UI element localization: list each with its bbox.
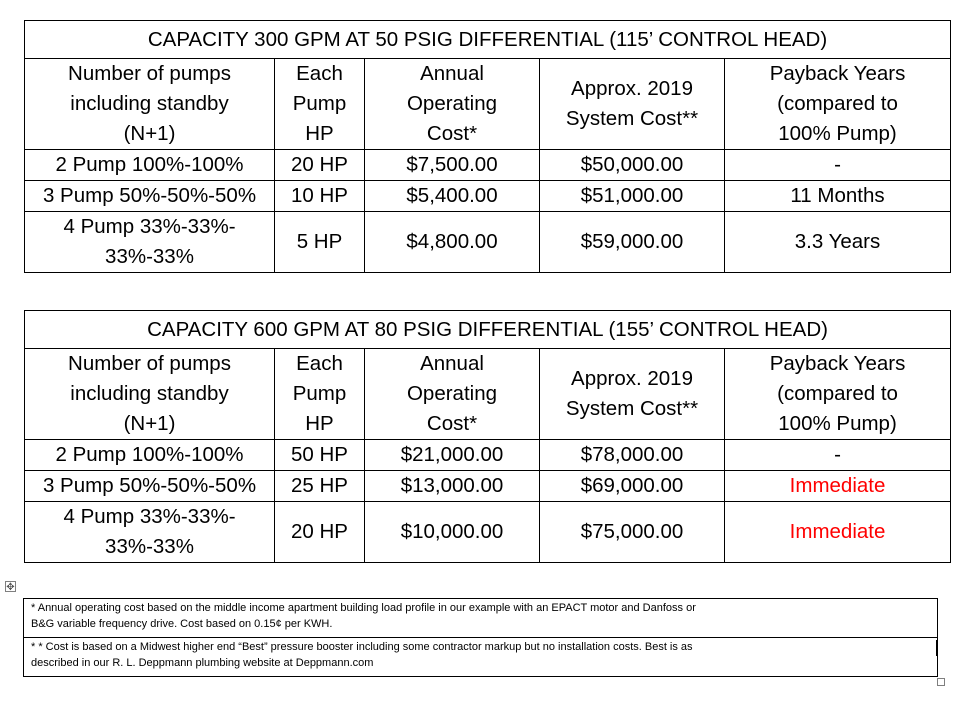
annual-cost-header	[365, 59, 540, 150]
cell-line: 100% Pump)	[778, 412, 897, 435]
payback-cell: -	[725, 440, 951, 471]
annual-cost-cell: $10,000.00	[365, 502, 540, 563]
payback-cell: Immediate	[725, 502, 951, 563]
pump-config-cell	[25, 150, 275, 181]
cell-line: Approx. 2019	[571, 367, 693, 390]
table-row	[25, 212, 951, 273]
cell-line: (compared to	[777, 92, 898, 115]
annual-cost-header	[365, 349, 540, 440]
annual-cost-cell: $13,000.00	[365, 471, 540, 502]
system-cost-cell: $59,000.00	[540, 212, 725, 273]
table-title: CAPACITY 300 GPM AT 50 PSIG DIFFERENTIAL (115’ CONTROL HEAD)	[25, 21, 951, 59]
pump-hp-cell: 10 HP	[275, 181, 365, 212]
pump-hp-cell: 20 HP	[275, 502, 365, 563]
pump-hp-header	[275, 59, 365, 150]
footnote-line: * * Cost is based on a Midwest higher end “Best” pressure booster including some contractor markup but no installation costs. Best is as	[31, 641, 693, 653]
footnote-operating-cost	[24, 599, 938, 638]
cell-line: HP	[305, 122, 334, 145]
cell-line: 2 Pump 100%-100%	[55, 153, 244, 176]
payback-header	[725, 59, 951, 150]
cell-line: Annual	[420, 62, 484, 85]
footnote-line: * Annual operating cost based on the middle income apartment building load profile in our example with an EPACT motor and Danfoss or	[31, 602, 696, 614]
cell-line: System Cost**	[565, 397, 699, 420]
pump-config-cell	[25, 212, 275, 273]
pump-config-cell	[25, 471, 275, 502]
header-row	[25, 59, 951, 150]
cell-line: Each	[296, 62, 343, 85]
table-resize-handle-icon[interactable]	[937, 678, 945, 686]
footnotes-table	[23, 598, 938, 677]
footnote-line: described in our R. L. Deppmann plumbing website at Deppmann.com	[31, 657, 374, 669]
pump-config-header	[25, 59, 275, 150]
table-row	[25, 150, 951, 181]
cell-line: Annual	[420, 352, 484, 375]
pump-config-cell	[25, 502, 275, 563]
cell-line: Cost*	[426, 412, 478, 435]
system-cost-cell: $75,000.00	[540, 502, 725, 563]
table-row	[25, 502, 951, 563]
cell-line: Payback Years	[769, 62, 906, 85]
system-cost-cell: $78,000.00	[540, 440, 725, 471]
cell-line: Pump	[292, 382, 347, 405]
cell-line: (N+1)	[123, 412, 176, 435]
system-cost-cell: $69,000.00	[540, 471, 725, 502]
cell-line: (N+1)	[123, 122, 176, 145]
table-row	[25, 471, 951, 502]
cell-line: System Cost**	[565, 107, 699, 130]
cell-line: Approx. 2019	[571, 77, 693, 100]
cell-line: Pump	[292, 92, 347, 115]
cell-line: 33%-33%	[105, 245, 194, 268]
annual-cost-cell: $7,500.00	[365, 150, 540, 181]
payback-cell: Immediate	[725, 471, 951, 502]
cell-line: Number of pumps	[68, 62, 231, 85]
cell-line: Each	[296, 352, 343, 375]
cell-line: including standby	[70, 382, 229, 405]
annual-cost-cell: $21,000.00	[365, 440, 540, 471]
cell-line: HP	[305, 412, 334, 435]
payback-cell: 3.3 Years	[725, 212, 951, 273]
header-row	[25, 349, 951, 440]
cell-line: 2 Pump 100%-100%	[55, 443, 244, 466]
cell-line: 3 Pump 50%-50%-50%	[42, 184, 257, 207]
capacity-table-300gpm	[24, 20, 951, 273]
pump-hp-cell: 20 HP	[275, 150, 365, 181]
cell-line: (compared to	[777, 382, 898, 405]
table-move-handle-icon[interactable]: ✥	[6, 582, 15, 593]
payback-cell: -	[725, 150, 951, 181]
cell-line: Number of pumps	[68, 352, 231, 375]
cell-line: 100% Pump)	[778, 122, 897, 145]
cell-line: Operating	[406, 92, 498, 115]
system-cost-header	[540, 59, 725, 150]
cell-line: including standby	[70, 92, 229, 115]
pump-hp-cell: 25 HP	[275, 471, 365, 502]
payback-cell: 11 Months	[725, 181, 951, 212]
capacity-table-600gpm	[24, 310, 951, 563]
annual-cost-cell: $5,400.00	[365, 181, 540, 212]
table-title: CAPACITY 600 GPM AT 80 PSIG DIFFERENTIAL (155’ CONTROL HEAD)	[25, 311, 951, 349]
system-cost-cell: $51,000.00	[540, 181, 725, 212]
pump-config-cell	[25, 440, 275, 471]
system-cost-header	[540, 349, 725, 440]
pump-hp-cell: 5 HP	[275, 212, 365, 273]
pump-hp-cell: 50 HP	[275, 440, 365, 471]
pump-config-cell	[25, 181, 275, 212]
table-row	[25, 181, 951, 212]
annual-cost-cell: $4,800.00	[365, 212, 540, 273]
cell-line: 4 Pump 33%-33%-	[63, 215, 236, 238]
cell-line: 33%-33%	[105, 535, 194, 558]
table-row	[25, 440, 951, 471]
pump-config-header	[25, 349, 275, 440]
pump-hp-header	[275, 349, 365, 440]
system-cost-cell: $50,000.00	[540, 150, 725, 181]
payback-header	[725, 349, 951, 440]
cell-line: Payback Years	[769, 352, 906, 375]
cell-line: 4 Pump 33%-33%-	[63, 505, 236, 528]
cell-line: Cost*	[426, 122, 478, 145]
footnote-line: B&G variable frequency drive. Cost based on 0.15¢ per KWH.	[31, 618, 333, 630]
cell-line: Operating	[406, 382, 498, 405]
footnote-system-cost	[24, 638, 938, 677]
text-cursor	[936, 640, 938, 656]
cell-line: 3 Pump 50%-50%-50%	[42, 474, 257, 497]
